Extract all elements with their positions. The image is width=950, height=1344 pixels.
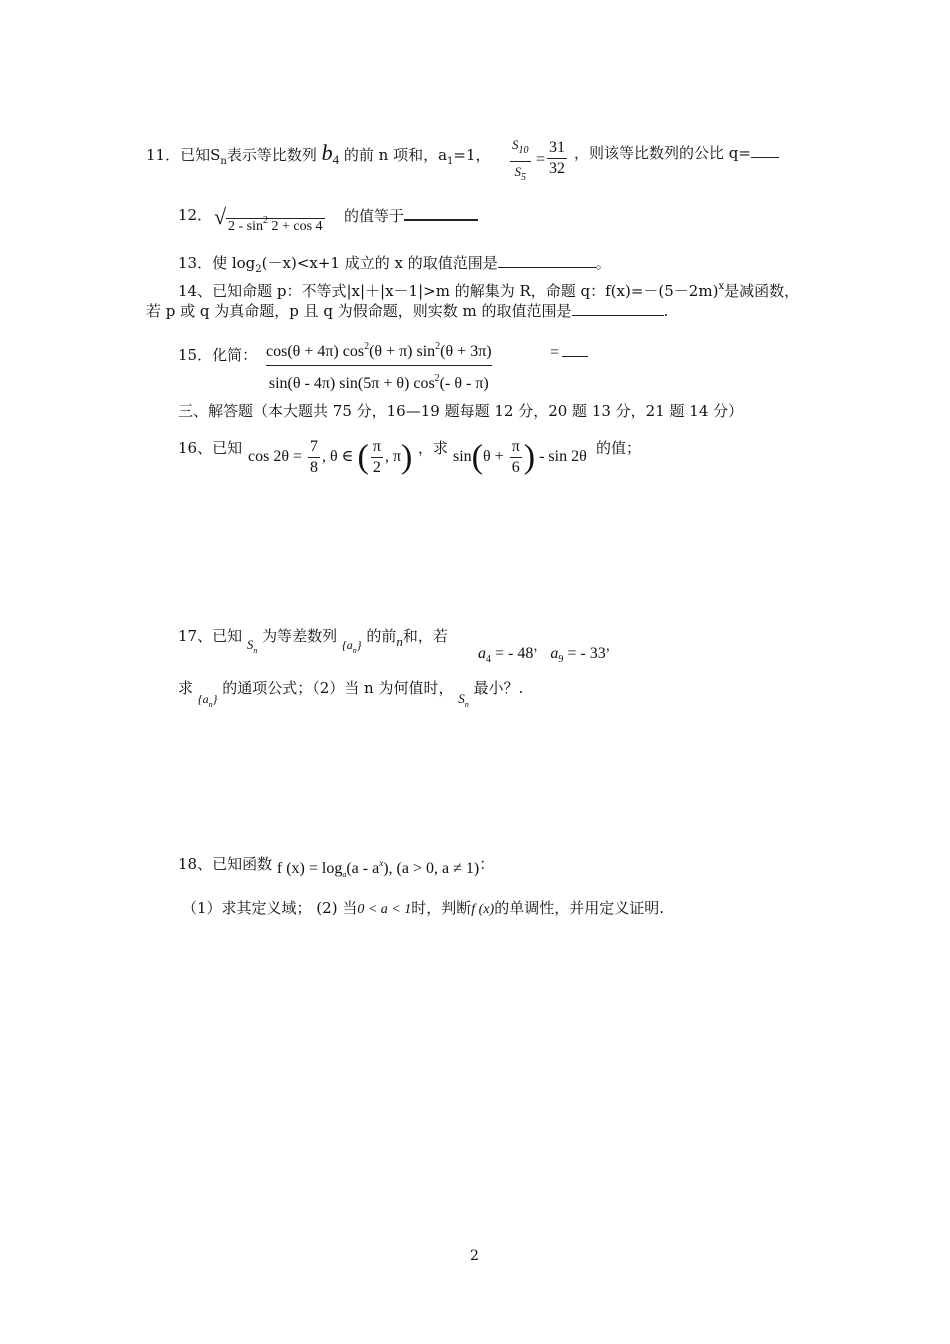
q15-num-sup-1: 2 <box>364 341 370 352</box>
q18-func-c: ), (a > 0, a ≠ 1) <box>383 860 480 877</box>
q11-frac1-den-sub: 5 <box>521 172 526 183</box>
q12-label: 12． <box>178 206 213 224</box>
q16-theta-plus: θ + <box>483 448 504 466</box>
q12-radicand: 2 - sin <box>228 219 263 234</box>
q14-line1: 14、已知命题 p：不等式|x|＋|x－1|>m 的解集为 R，命题 q：f(x)=－(5－2m) <box>178 282 719 300</box>
q16-formula <box>248 437 412 478</box>
q17-a4: a <box>478 645 486 662</box>
q14-line1-end: 是减函数， <box>724 282 800 300</box>
q12-radicand-b: 2 + cos 4 <box>268 219 323 234</box>
q16-in: , θ ∈ <box>322 448 354 466</box>
q16-frac-7-8 <box>308 437 320 478</box>
q18-end: ： <box>479 855 495 873</box>
q16-frac-pi-6 <box>510 437 522 478</box>
q16-sin: sin <box>453 448 472 466</box>
q16-mid <box>418 438 448 458</box>
q18-label: 18、已知函数 <box>178 855 273 873</box>
q11-frac-num <box>547 138 567 179</box>
q16-formula-2 <box>453 437 587 478</box>
q17-t2: 的前 <box>366 627 397 645</box>
q17-seq-2-close: } <box>212 692 218 706</box>
q16-q-den: 6 <box>511 459 520 476</box>
q11-text-a: 11．已知S <box>146 146 221 164</box>
page-number: 2 <box>470 1248 479 1264</box>
q15-den-sup: 2 <box>434 373 440 384</box>
q11-blank <box>751 143 779 158</box>
q15-num-c: (θ + 3π) <box>440 343 492 360</box>
q16-cos: cos 2θ = <box>248 448 303 466</box>
q12-sup2: 2 <box>263 215 268 226</box>
q16-label: 16、已知 <box>178 439 243 457</box>
q17-seq-open: {a <box>341 638 353 652</box>
q16-rparen-2: ) <box>523 438 536 476</box>
q11-fraction-num <box>545 138 569 179</box>
q15-blank <box>562 342 588 357</box>
q16-end <box>596 438 641 458</box>
q17-seq <box>341 638 362 655</box>
q13-text-c: 。 <box>595 254 611 272</box>
q11-frac1-num-sub: 10 <box>518 145 529 156</box>
q18-cond: 0 < a < 1 <box>357 902 412 917</box>
q16-f-den: 8 <box>310 459 319 476</box>
q11-text-b: 表示等比数列 <box>226 146 317 164</box>
question-14-line-2 <box>146 301 668 321</box>
q14-line2-end: . <box>663 302 669 320</box>
question-18-line-2 <box>182 898 664 920</box>
q11-frac1-den: S <box>514 164 521 179</box>
q11-a-sub: 1 <box>447 156 454 167</box>
q16-frac-pi-2 <box>371 437 383 478</box>
q13-blank <box>498 253 596 268</box>
q18-func-sup: x <box>379 858 384 868</box>
q17-comma2: ， <box>605 638 619 653</box>
q17-n: n <box>253 646 258 655</box>
question-18-line-1 <box>178 853 494 885</box>
q12-sqrt-expr: √ $2 - \sin^2 2 + \cos 4$ <box>214 204 323 234</box>
question-17-line-1 <box>178 626 448 661</box>
q15-den-b: (- θ - π) <box>439 375 489 392</box>
q17-seq-n: n <box>352 646 357 655</box>
q11-text-d: =1， <box>453 146 491 164</box>
q11-text-c: 的前 n 项和，a <box>339 146 448 164</box>
q15-fraction <box>264 337 494 394</box>
q12-tail <box>344 205 478 226</box>
q17-nn: n <box>396 634 403 649</box>
question-12 <box>178 205 212 225</box>
q16-mid-text: ，求 <box>418 439 449 457</box>
q11-text-e: ，则该等比数列的公比 q= <box>574 144 751 162</box>
q15-label: 15．化简： <box>178 346 258 364</box>
q17-a9: a <box>550 645 559 662</box>
q11-tail <box>574 143 779 163</box>
q14-sup-x: x <box>718 281 725 292</box>
q16-p-num: π <box>371 437 383 458</box>
q17-a4-sub: 4 <box>486 654 491 665</box>
q12-text: 的值等于 <box>344 207 405 225</box>
question-14-line-1 <box>178 277 799 301</box>
q18-func <box>277 860 479 877</box>
q13-sub2: 2 <box>255 264 262 275</box>
question-15-label <box>178 345 257 365</box>
q16-rparen: ) <box>401 438 413 476</box>
q11-frac2-num: 31 <box>547 138 567 159</box>
q17-a4-val: = - 48 <box>495 645 534 662</box>
q15-eq: = <box>550 344 560 361</box>
q11-fraction-s <box>508 135 533 188</box>
q16-minus: - sin 2θ <box>539 448 587 466</box>
q16-end-text: 的值； <box>596 439 642 457</box>
q17-seq-2 <box>197 692 218 709</box>
q12-blank <box>404 205 478 221</box>
q15-num-sup-2: 2 <box>435 341 441 352</box>
question-13 <box>178 253 611 280</box>
q18-func-a: f (x) = log <box>276 860 343 877</box>
q11-frac2-den: 32 <box>549 160 565 177</box>
q17-t1: 为等差数列 <box>262 627 338 645</box>
q12-sqrt <box>214 204 325 237</box>
q17-values <box>478 636 619 670</box>
q11-frac-s <box>510 135 531 188</box>
q11-eq: = <box>536 151 546 168</box>
q17-l2b: 的通项公式；（2）当 n 为何值时， <box>222 679 454 697</box>
q17-comma: ， <box>533 638 547 653</box>
q13-text-b: (－x)<x+1 成立的 x 的取值范围是 <box>261 254 498 272</box>
q11-b-sub: 4 <box>332 152 340 167</box>
q17-seq-2-n: n <box>208 700 213 709</box>
q18-l2c: 的单调性，并用定义证明. <box>494 899 664 917</box>
q17-t3: 和，若 <box>402 627 448 645</box>
q16-q-num: π <box>510 437 522 458</box>
q15-den-a: sin(θ - 4π) sin(5π + θ) cos <box>268 375 435 392</box>
q17-seq-2-open: {a <box>197 692 209 706</box>
section3-text: 三、解答题（本大题共 75 分，16—19 题每题 12 分，20 题 13 分，21 题 14 分） <box>178 402 744 420</box>
q17-l2c: 最小？. <box>473 679 524 697</box>
q18-func-sub: a <box>342 870 347 879</box>
q13-text-a: 13．使 log <box>178 254 256 272</box>
q16-lparen: ( <box>357 438 369 476</box>
q17-S: S <box>246 637 254 652</box>
q17-label: 17、已知 <box>178 627 243 645</box>
q15-num-b: (θ + π) sin <box>369 343 436 360</box>
q17-n-2: n <box>464 700 469 709</box>
q17-l2a: 求 <box>178 679 194 697</box>
q14-blank <box>572 301 664 316</box>
q16-f-num: 7 <box>308 437 320 458</box>
q18-l2a: （1）求其定义域； (2) 当 <box>182 899 358 917</box>
q11-frac1-num: S <box>512 137 519 152</box>
q17-a9-val: = - 33 <box>567 645 606 662</box>
q11-b: b <box>321 140 333 165</box>
q15-tail <box>550 342 588 363</box>
question-16 <box>178 438 242 458</box>
q14-line2: 若 p 或 q 为真命题，p 且 q 为假命题，则实数 m 的取值范围是 <box>146 302 572 320</box>
q16-pi: , π <box>384 448 402 466</box>
question-11 <box>146 140 491 172</box>
q17-a9-sub: 9 <box>558 654 564 665</box>
q16-lparen-2: ( <box>471 438 483 476</box>
q18-fx: f (x) <box>471 902 495 917</box>
q17-S-2: S <box>458 691 465 706</box>
q18-func-b: (a - a <box>346 860 380 877</box>
q15-frac <box>266 337 492 394</box>
q17-seq-close: } <box>356 638 362 652</box>
question-17-line-2 <box>178 678 523 715</box>
q15-num-a: cos(θ + 4π) cos <box>266 343 365 360</box>
q11-sub-n: n <box>220 156 227 167</box>
section-3-heading <box>178 401 743 421</box>
q18-l2b: 时，判断 <box>411 899 472 917</box>
q16-p-den: 2 <box>372 459 381 476</box>
